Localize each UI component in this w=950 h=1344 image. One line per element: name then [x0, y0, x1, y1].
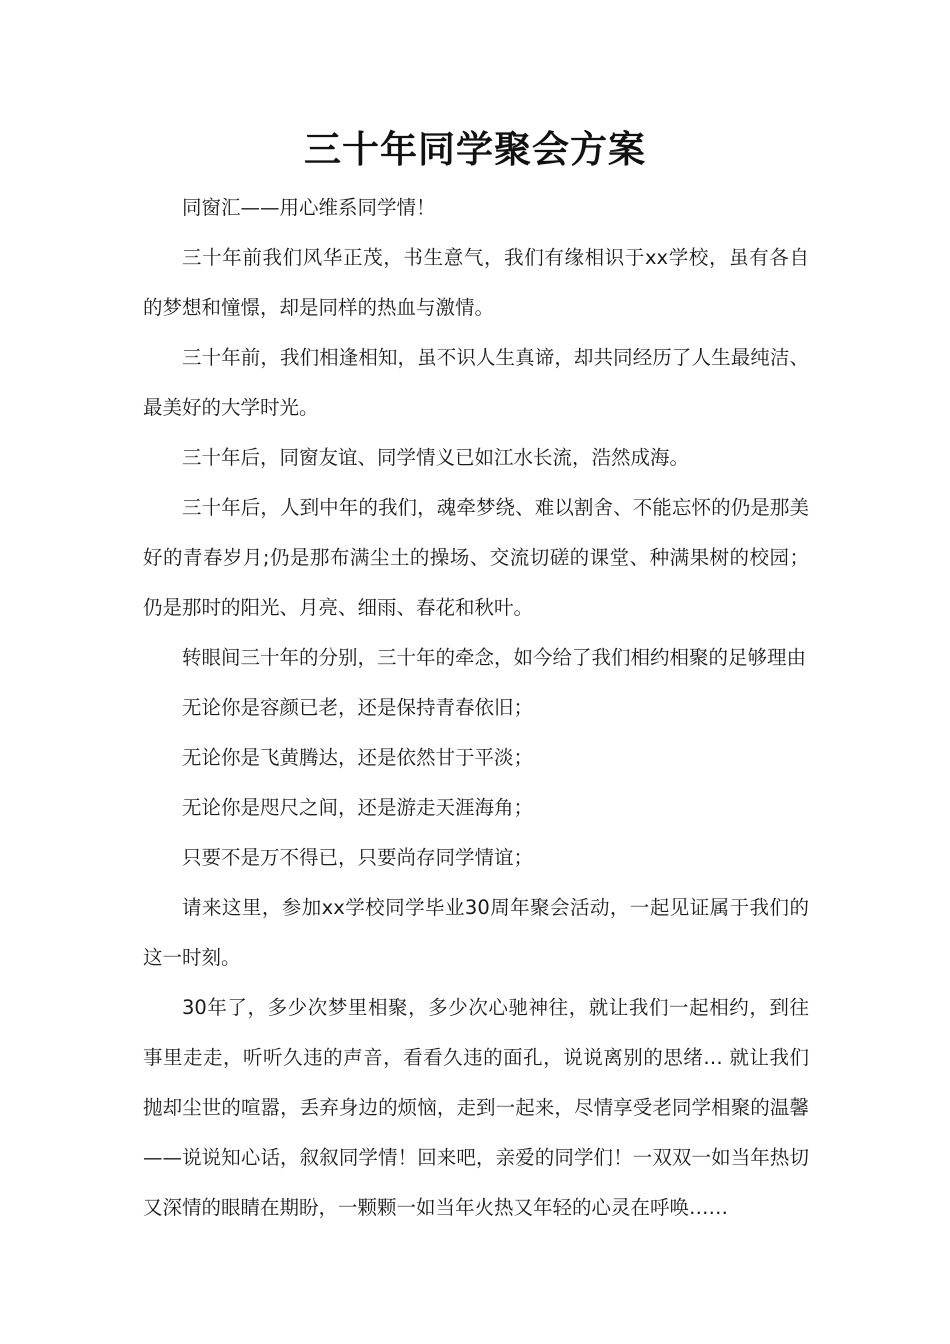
paragraph: 请来这里，参加xx学校同学毕业30周年聚会活动，一起见证属于我们的这一时刻。	[143, 896, 809, 969]
paragraph: 三十年前我们风华正茂，书生意气，我们有缘相识于xx学校，虽有各自的梦想和憧憬，却是同样的热血与激情。	[143, 246, 809, 319]
paragraph: 30年了，多少次梦里相聚，多少次心驰神往，就让我们一起相约，到往事里走走，听听久违的声音，看看久违的面孔，说说离别的思绪… 就让我们抛却尘世的喧嚣，丢弃身边的烦恼，走到一起来，尽情享受老同学相聚的温馨——说说知心话，叙叙同学情！回来吧，亲爱的同学们！一双双一如当年热切又深情的眼睛在期盼，一颗颗一如当年火热又年轻的心灵在呼唤……	[143, 996, 809, 1219]
paragraph: 三十年前，我们相逢相知，虽不识人生真谛，却共同经历了人生最纯洁、最美好的大学时光。	[143, 346, 809, 419]
paragraph: 无论你是容颜已老，还是保持青春依旧；	[182, 696, 534, 719]
paragraph: 无论你是飞黄腾达，还是依然甘于平淡；	[182, 746, 534, 769]
document-body	[143, 183, 809, 1233]
paragraph: 转眼间三十年的分别，三十年的牵念，如今给了我们相约相聚的足够理由	[182, 646, 807, 669]
paragraph: 只要不是万不得已，只要尚存同学情谊；	[182, 846, 534, 869]
document-title: 三十年同学聚会方案	[304, 126, 646, 171]
paragraph: 三十年后，人到中年的我们，魂牵梦绕、难以割舍、不能忘怀的仍是那美好的青春岁月;仍是那布满尘土的操场、交流切磋的课堂、种满果树的校园；仍是那时的阳光、月亮、细雨、春花和秋叶。	[143, 496, 809, 619]
paragraph: 三十年后，同窗友谊、同学情义已如江水长流，浩然成海。	[182, 446, 690, 469]
paragraph: 无论你是咫尺之间，还是游走天涯海角；	[182, 796, 534, 819]
paragraph: 同窗汇——用心维系同学情！	[182, 196, 436, 219]
